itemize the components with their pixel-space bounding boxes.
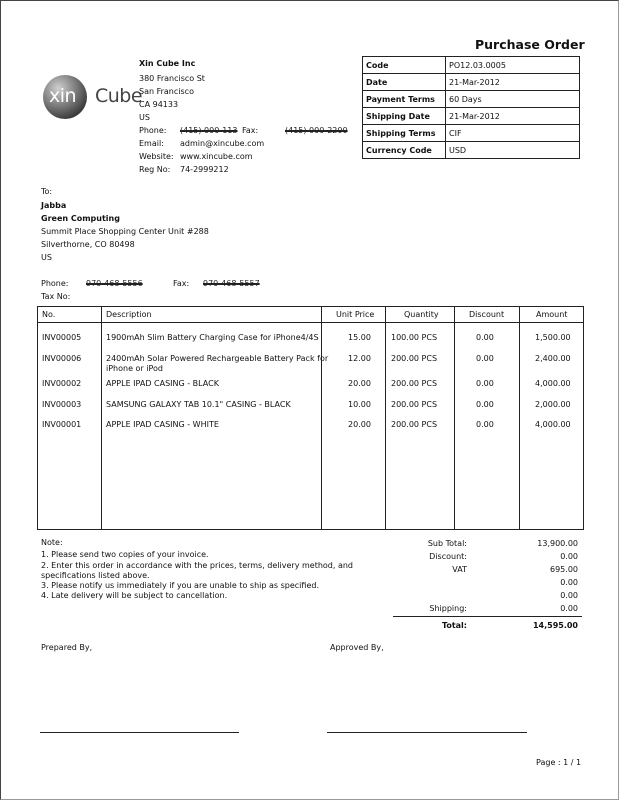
note-line: specifications listed above. (41, 571, 150, 580)
sub-total-label: Sub Total: (427, 539, 467, 548)
note-line: 3. Please notify us immediately if you are unable to ship as specified. (41, 581, 319, 590)
order-info-value: PO12.03.0005 (446, 57, 580, 74)
shipping-value: 0.00 (560, 604, 578, 613)
item-unit-price: 20.00 (348, 379, 371, 388)
total-label: Total: (441, 621, 467, 630)
logo-text-xin: xin (49, 85, 77, 107)
item-description: APPLE IPAD CASING - WHITE (106, 420, 219, 429)
company-address-line: US (139, 113, 150, 122)
company-reg-value: 74-2999212 (180, 165, 229, 174)
approved-by-label: Approved By, (330, 643, 384, 652)
approved-by-signature-line (327, 732, 527, 733)
discount-value: 0.00 (560, 552, 578, 561)
notes-label: Note: (41, 538, 63, 547)
shipping-label: Shipping: (429, 604, 467, 613)
total-value: 14,595.00 (532, 621, 578, 630)
item-quantity: 200.00 PCS (391, 354, 438, 363)
header-amount: Amount (536, 310, 568, 319)
order-info-row (363, 57, 580, 74)
vat-value: 695.00 (550, 565, 578, 574)
order-info-row (363, 74, 580, 91)
column-divider (454, 307, 455, 529)
item-no: INV00006 (42, 354, 82, 363)
order-info-label: Code (363, 57, 446, 74)
order-info-label: Currency Code (363, 142, 446, 159)
column-divider (385, 307, 386, 529)
order-info-label: Shipping Terms (363, 125, 446, 142)
extra-charge-value: 0.00 (560, 591, 578, 600)
item-quantity: 200.00 PCS (391, 379, 438, 388)
company-address-line: 380 Francisco St (139, 74, 205, 83)
item-description: APPLE IPAD CASING - BLACK (106, 379, 219, 388)
order-info-value: USD (446, 142, 580, 159)
recipient-name: Jabba (41, 201, 67, 210)
item-unit-price: 12.00 (348, 354, 371, 363)
recipient-company: Green Computing (41, 214, 120, 223)
recipient-address-line: Summit Place Shopping Center Unit #288 (41, 227, 209, 236)
item-quantity: 200.00 PCS (391, 420, 438, 429)
note-line: 4. Late delivery will be subject to cancellation. (41, 591, 228, 600)
item-discount: 0.00 (476, 354, 494, 363)
order-info-row (363, 142, 580, 159)
recipient-phone-value: 970-468-5556 (86, 279, 143, 288)
item-discount: 0.00 (476, 379, 494, 388)
item-amount: 1,500.00 (535, 333, 571, 342)
item-unit-price: 15.00 (348, 333, 371, 342)
company-phone-label: Phone: (139, 126, 167, 135)
prepared-by-signature-line (40, 732, 239, 733)
item-quantity: 100.00 PCS (391, 333, 438, 342)
order-info-value: 21-Mar-2012 (446, 74, 580, 91)
item-discount: 0.00 (476, 420, 494, 429)
company-address-line: San Francisco (139, 87, 194, 96)
order-info-value: 60 Days (446, 91, 580, 108)
document-title: Purchase Order (475, 37, 585, 52)
item-no: INV00001 (42, 420, 82, 429)
header-discount: Discount (469, 310, 505, 319)
company-website-value: www.xincube.com (180, 152, 253, 161)
column-divider (101, 307, 102, 529)
company-address-line: CA 94133 (139, 100, 179, 109)
order-info-row (363, 125, 580, 142)
item-amount: 2,400.00 (535, 354, 571, 363)
recipient-phone-label: Phone: (41, 279, 69, 288)
recipient-fax-value: 970-468-5557 (203, 279, 260, 288)
column-divider (321, 307, 322, 529)
note-line: 2. Enter this order in accordance with the prices, terms, delivery method, and (41, 561, 354, 570)
item-description: SAMSUNG GALAXY TAB 10.1" CASING - BLACK (106, 400, 291, 409)
order-info-row (363, 91, 580, 108)
company-logo (41, 73, 141, 121)
company-website-label: Website: (139, 152, 174, 161)
company-fax-label: Fax: (242, 126, 259, 135)
header-description: Description (106, 310, 152, 319)
item-quantity: 200.00 PCS (391, 400, 438, 409)
logo-text-cube: Cube (95, 85, 143, 107)
note-line: 1. Please send two copies of your invoice. (41, 550, 209, 559)
item-amount: 4,000.00 (535, 379, 571, 388)
header-unit-price: Unit Price (336, 310, 375, 319)
order-info-value: CIF (446, 125, 580, 142)
company-phone-value: (415) 000-113 (180, 126, 238, 135)
order-info-table (362, 56, 580, 159)
vat-label: VAT (452, 565, 467, 574)
recipient-tax-label: Tax No: (41, 292, 71, 301)
item-amount: 2,000.00 (535, 400, 571, 409)
order-info-row (363, 108, 580, 125)
company-reg-label: Reg No: (139, 165, 171, 174)
recipient-fax-label: Fax: (173, 279, 190, 288)
item-unit-price: 10.00 (348, 400, 371, 409)
order-info-label: Shipping Date (363, 108, 446, 125)
item-description: 2400mAh Solar Powered Rechargeable Battery Pack for (106, 354, 329, 363)
totals-divider (393, 616, 582, 617)
company-name: Xin Cube Inc (139, 59, 196, 68)
column-divider (519, 307, 520, 529)
item-unit-price: 20.00 (348, 420, 371, 429)
recipient-address-line: Silverthorne, CO 80498 (41, 240, 135, 249)
order-info-value: 21-Mar-2012 (446, 108, 580, 125)
item-no: INV00003 (42, 400, 82, 409)
sub-total-value: 13,900.00 (537, 539, 578, 548)
header-divider (38, 322, 583, 323)
item-description: 1900mAh Slim Battery Charging Case for iPhone4/4S (106, 333, 319, 342)
header-no: No. (42, 310, 56, 319)
item-discount: 0.00 (476, 400, 494, 409)
order-info-label: Payment Terms (363, 91, 446, 108)
company-fax-value: (415) 000-2200 (285, 126, 348, 135)
page-indicator: Page : 1 / 1 (536, 758, 582, 767)
item-no: INV00002 (42, 379, 82, 388)
company-email-value: admin@xincube.com (180, 139, 265, 148)
item-discount: 0.00 (476, 333, 494, 342)
recipient-country: US (41, 253, 52, 262)
company-email-label: Email: (139, 139, 164, 148)
item-amount: 4,000.00 (535, 420, 571, 429)
to-label: To: (41, 187, 53, 196)
extra-charge-value: 0.00 (560, 578, 578, 587)
order-info-label: Date (363, 74, 446, 91)
discount-label: Discount: (429, 552, 467, 561)
item-description-cont: iPhone or iPod (106, 364, 164, 373)
prepared-by-label: Prepared By, (41, 643, 93, 652)
items-table (37, 306, 584, 530)
header-quantity: Quantity (404, 310, 439, 319)
item-no: INV00005 (42, 333, 82, 342)
